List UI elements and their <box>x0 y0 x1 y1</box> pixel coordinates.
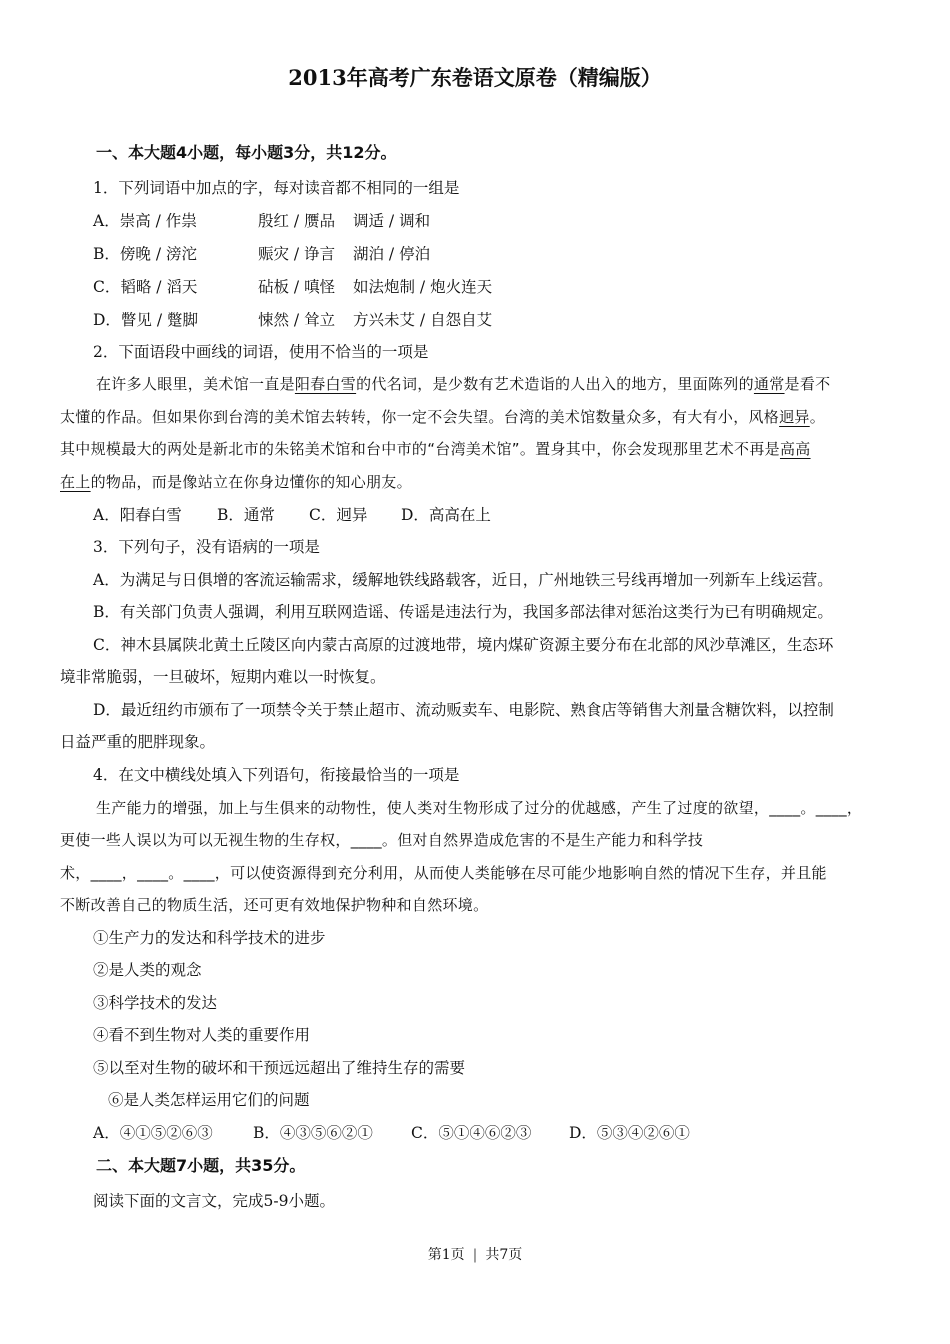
q2-option-d: D．高高在上 <box>401 506 491 524</box>
q4-options <box>93 1122 690 1144</box>
q2-underlined-word: 在上 <box>60 473 91 491</box>
q4-item-3: ③科学技术的发达 <box>93 994 218 1012</box>
q4-passage-line-3: 术，____，____。____，可以使资源得到充分利用，从而使人类能够在尽可能少地影响自然的情况下生存，并且能 <box>60 864 827 882</box>
total-pages: 共7页 <box>485 1247 523 1263</box>
q2-text: 的代名词，是少数有艺术造诣的人出入的地方，里面陈列的 <box>356 375 754 393</box>
q1-a-2: 殷红 / 赝品 <box>258 212 336 230</box>
q2-stem: 2．下面语段中画线的词语，使用不恰当的一项是 <box>93 343 429 361</box>
q2-text: 。 <box>809 408 826 426</box>
q1-b-3: 湖泊 / 停泊 <box>353 245 431 263</box>
q4-item-5: ⑤以至对生物的破坏和干预远远超出了维持生存的需要 <box>93 1059 466 1077</box>
q1-d-1: D．瞥见 / 蹩脚 <box>93 311 199 329</box>
q2-underlined-word: 高高 <box>779 440 811 458</box>
q2-passage-line-2 <box>60 406 825 428</box>
q1-stem: 1．下列词语中加点的字，每对读音都不相同的一组是 <box>93 179 460 197</box>
q1-option-c <box>93 276 492 298</box>
q4-passage-line-1: 生产能力的增强，加上与生俱来的动物性，使人类对生物形成了过分的优越感，产生了过度的欲望，____。____， <box>96 799 863 817</box>
q4-item-6: ⑥是人类怎样运用它们的问题 <box>108 1091 310 1109</box>
q2-passage-line-3 <box>60 438 811 460</box>
q3-option-b: B．有关部门负责人强调，利用互联网造谣、传谣是违法行为，我国多部法律对惩治这类行为已有明确规定。 <box>93 603 833 621</box>
q2-options <box>93 504 491 526</box>
q2-option-a: A．阳春白雪 <box>93 506 182 524</box>
q2-text: 太懂的作品。但如果你到台湾的美术馆去转转，你一定不会失望。台湾的美术馆数量众多，有大有小，风格 <box>60 408 780 426</box>
section-1-heading: 一、本大题4小题，每小题3分，共12分。 <box>96 143 397 162</box>
q4-passage-line-4: 不断改善自己的物质生活，还可更有效地保护物种和自然环境。 <box>60 896 489 914</box>
q4-passage-line-2: 更使一些人误以为可以无视生物的生存权，____。但对自然界造成危害的不是生产能力和科学技 <box>60 831 704 849</box>
q2-underlined-word: 阳春白雪 <box>294 375 357 393</box>
q2-text: 的物品，而是像站立在你身边懂你的知心朋友。 <box>90 473 412 491</box>
q1-c-3: 如法炮制 / 炮火连天 <box>353 278 493 296</box>
q2-passage-line-4 <box>60 471 412 493</box>
q1-a-1: A．崇高 / 作祟 <box>93 212 197 230</box>
q4-item-4: ④看不到生物对人类的重要作用 <box>93 1026 311 1044</box>
q3-option-d-line-2: 日益严重的肥胖现象。 <box>60 733 216 751</box>
q1-b-2: 赈灾 / 诤言 <box>258 245 336 263</box>
footer-separator: | <box>472 1247 478 1263</box>
q1-c-1: C．韬略 / 滔天 <box>93 278 198 296</box>
q1-option-b <box>93 243 430 265</box>
q4-option-d: D．⑤③④②⑥① <box>569 1124 690 1142</box>
q4-item-2: ②是人类的观念 <box>93 961 202 979</box>
q1-a-3: 调适 / 调和 <box>353 212 431 230</box>
page-title: 2013年高考广东卷语文原卷（精编版） <box>288 65 662 90</box>
page-footer <box>0 1244 950 1264</box>
q2-text: 其中规模最大的两处是新北市的朱铭美术馆和台中市的“台湾美术馆”。置身其中，你会发现那里艺术不再是 <box>60 440 780 458</box>
page-number: 第1页 <box>427 1247 465 1263</box>
q2-text: 在许多人眼里，美术馆一直是 <box>96 375 295 393</box>
q1-c-2: 砧板 / 嗔怪 <box>258 278 336 296</box>
q1-b-1: B．傍晚 / 滂沱 <box>93 245 197 263</box>
q4-stem: 4．在文中横线处填入下列语句，衔接最恰当的一项是 <box>93 766 460 784</box>
q3-stem: 3．下列句子，没有语病的一项是 <box>93 538 320 556</box>
q4-option-a: A．④①⑤②⑥③ <box>93 1124 213 1142</box>
section-2-heading: 二、本大题7小题，共35分。 <box>96 1156 306 1175</box>
q4-option-c: C．⑤①④⑥②③ <box>411 1124 532 1142</box>
q1-d-2: 悚然 / 耸立 <box>258 311 336 329</box>
q2-underlined-word: 迥异 <box>779 408 810 426</box>
q2-text: 是看不 <box>784 375 831 393</box>
q3-option-c-line-1: C．神木县属陕北黄土丘陵区向内蒙古高原的过渡地带，境内煤矿资源主要分布在北部的风沙草滩区，生态环 <box>93 636 834 654</box>
q2-passage-line-1 <box>96 373 830 395</box>
q3-option-a: A．为满足与日俱增的客流运输需求，缓解地铁线路载客，近日，广州地铁三号线再增加一列新车上线运营。 <box>93 571 833 589</box>
q3-option-d-line-1: D．最近纽约市颁布了一项禁令关于禁止超市、流动贩卖车、电影院、熟食店等销售大剂量含糖饮料，以控制 <box>93 701 834 719</box>
q4-option-b: B．④③⑤⑥②① <box>253 1124 373 1142</box>
q1-d-3: 方兴未艾 / 自怨自艾 <box>353 311 493 329</box>
q4-item-1: ①生产力的发达和科学技术的进步 <box>93 929 326 947</box>
q1-option-d <box>93 309 492 331</box>
q2-option-b: B．通常 <box>217 506 275 524</box>
section-2-intro: 阅读下面的文言文，完成5-9小题。 <box>93 1192 335 1210</box>
q3-option-c-line-2: 境非常脆弱，一旦破坏，短期内难以一时恢复。 <box>60 668 386 686</box>
q2-underlined-word: 通常 <box>753 375 785 393</box>
q1-option-a <box>93 210 430 232</box>
q2-option-c: C．迥异 <box>309 506 368 524</box>
